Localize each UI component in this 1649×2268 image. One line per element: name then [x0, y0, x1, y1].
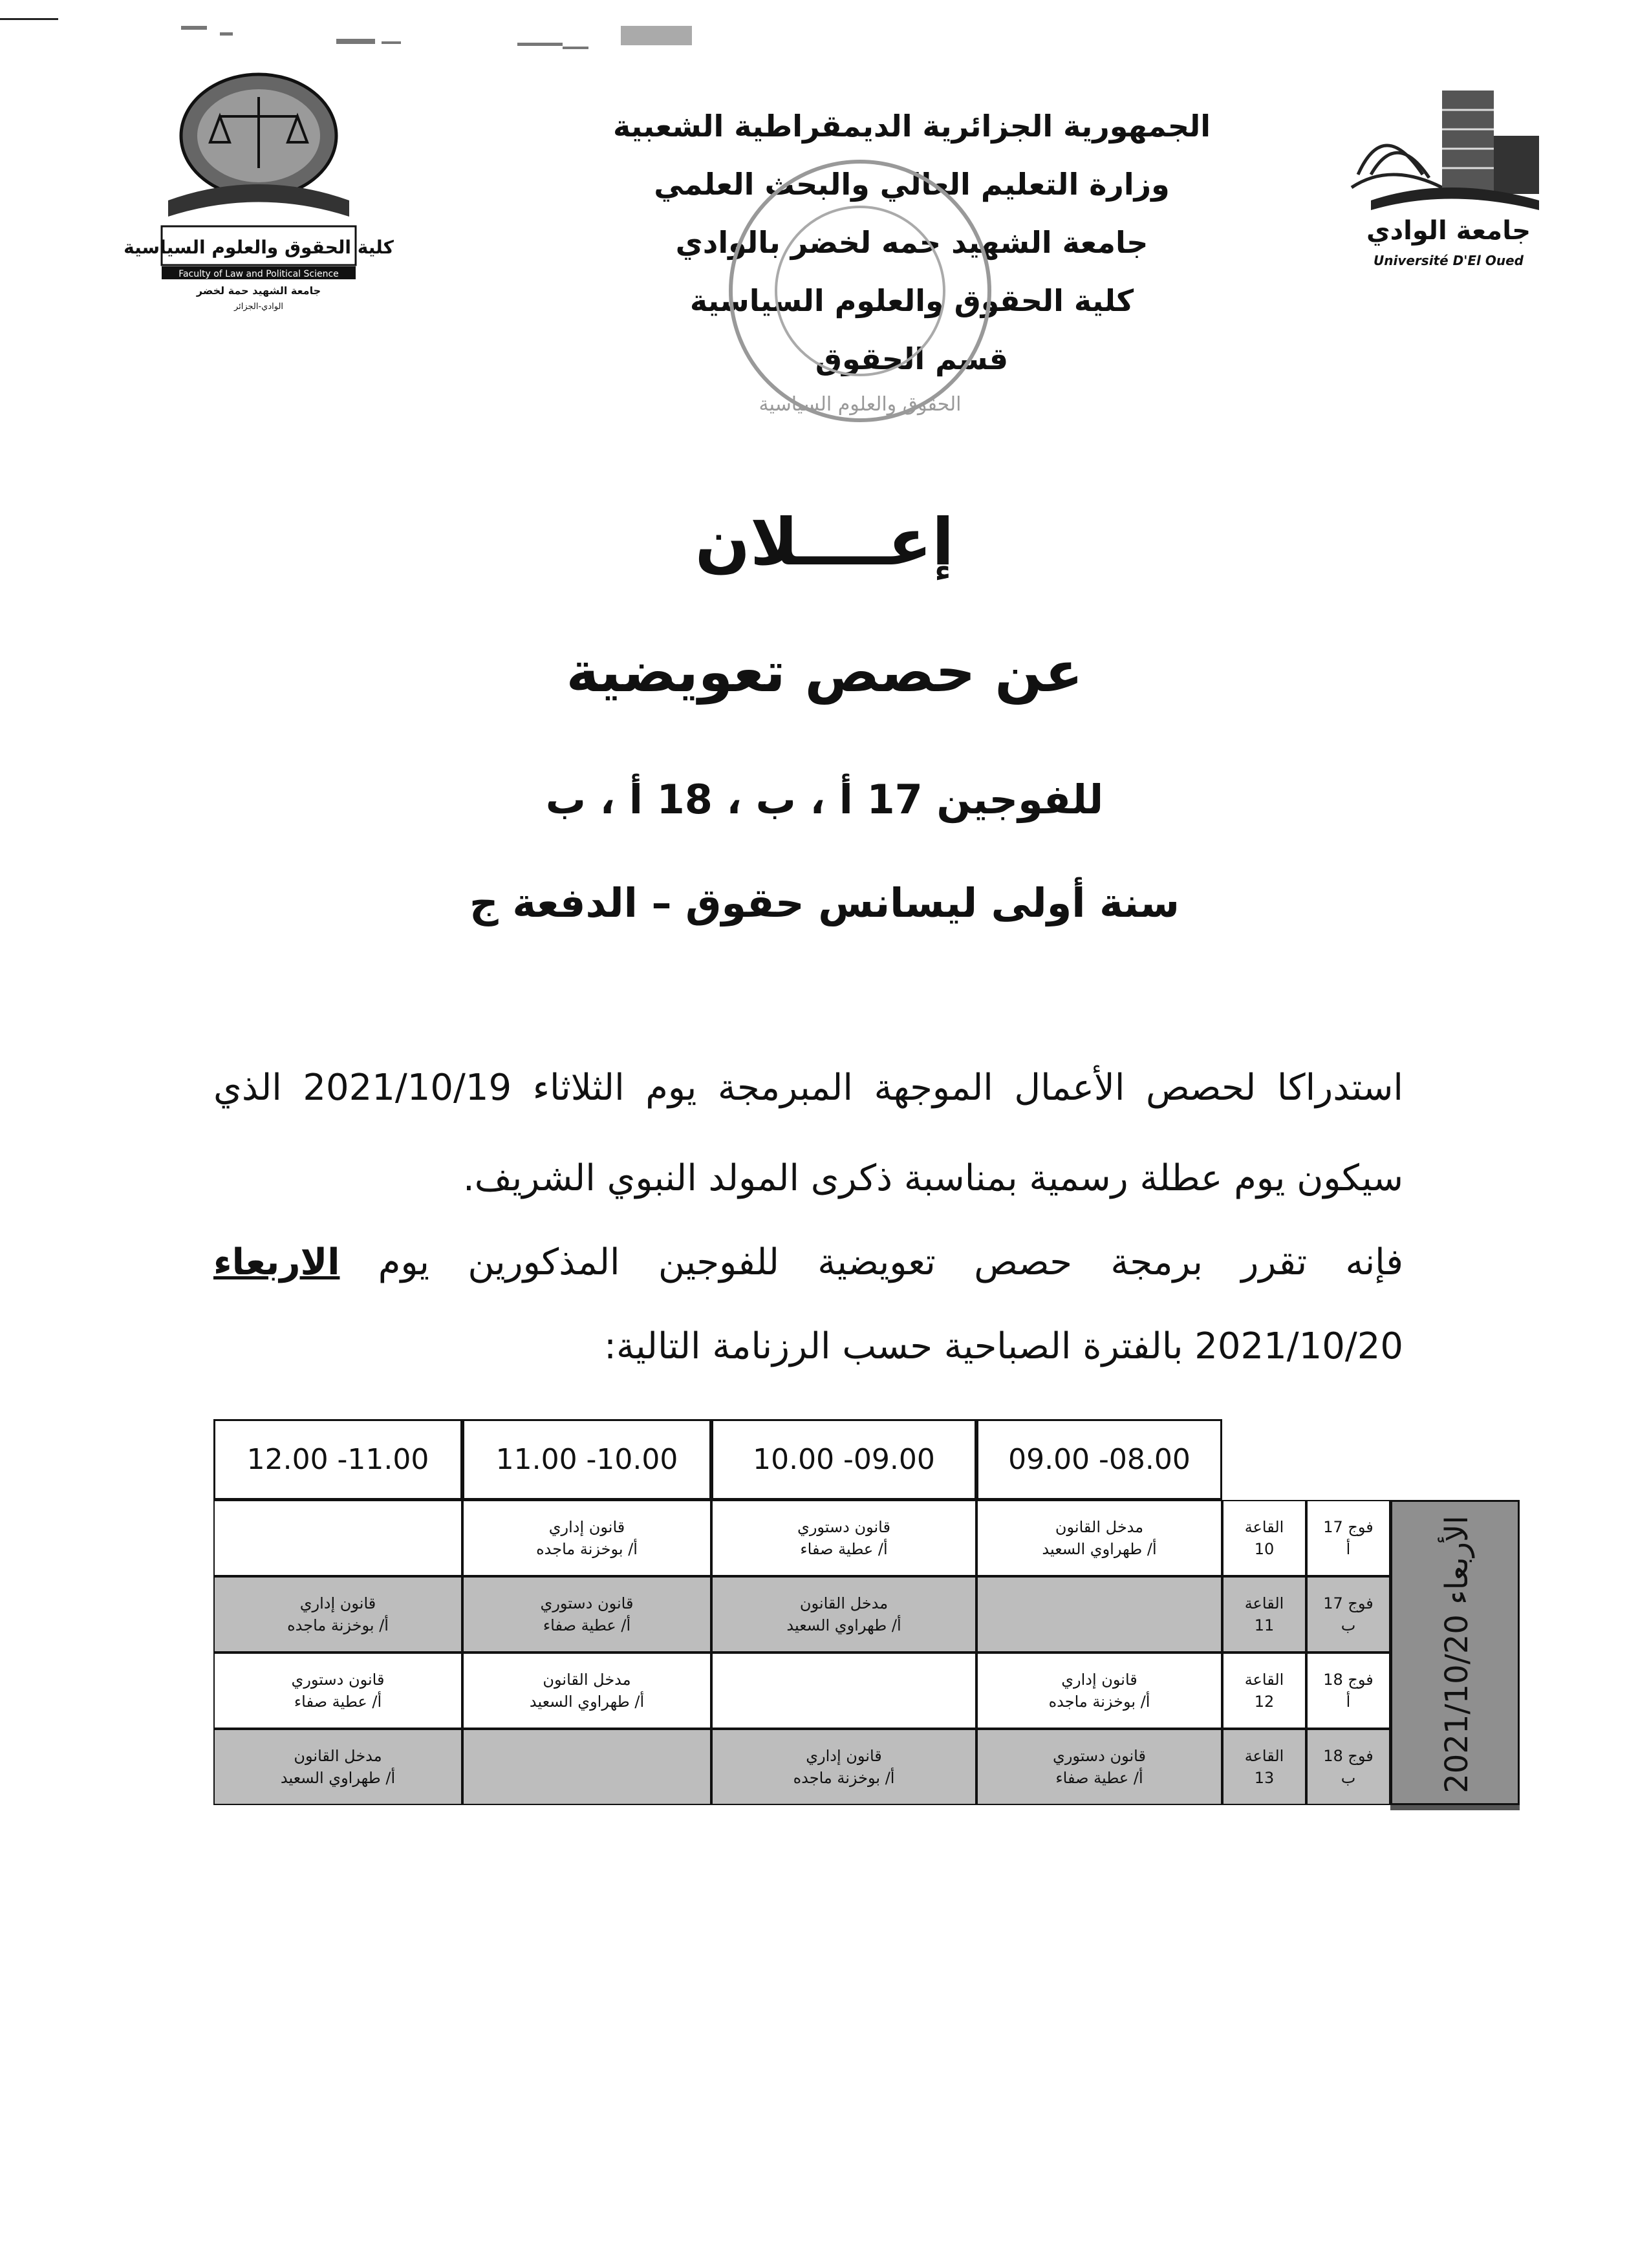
hall-label: القاعة — [1244, 1518, 1284, 1536]
body-paragraph-4: 2021/10/20 بالفترة الصباحية حسب الرزنامة التالية: — [604, 1325, 1403, 1367]
session-cell — [976, 1500, 1222, 1576]
session-cell — [976, 1729, 1222, 1805]
hall-label: القاعة — [1244, 1671, 1284, 1689]
session-cell — [711, 1500, 976, 1576]
groups-line: للفوجين 17 أ ، ب ، 18 أ ، ب — [545, 776, 1104, 823]
group-section: ب — [1341, 1769, 1356, 1787]
session-cell — [213, 1729, 462, 1805]
teacher-name: أ/ عطية صفاء — [543, 1616, 631, 1634]
session-cell — [711, 1653, 976, 1729]
group-section: ب — [1341, 1616, 1356, 1634]
faculty-logo-arabic: كلية الحقوق والعلوم السياسية — [124, 237, 394, 258]
session-cell — [711, 1576, 976, 1653]
scan-artifact-line — [0, 18, 58, 20]
hall-cell — [1222, 1576, 1306, 1653]
course-name: مدخل القانون — [799, 1594, 889, 1612]
session-cell — [976, 1653, 1222, 1729]
session-cell — [976, 1576, 1222, 1653]
course-name: مدخل القانون — [543, 1671, 631, 1689]
teacher-name: أ/ بوخزنة ماجده — [793, 1769, 895, 1787]
hall-label: القاعة — [1244, 1747, 1284, 1765]
table-row — [213, 1576, 1520, 1653]
session-cell — [462, 1576, 711, 1653]
teacher-name: أ/ بوخزنة ماجده — [536, 1540, 638, 1558]
time-slot-header: 11.00 -10.00 — [462, 1419, 711, 1500]
group-label: فوج 18 — [1323, 1671, 1374, 1689]
group-cell — [1306, 1576, 1390, 1653]
header-line-4: كلية الحقوق والعلوم السياسية — [689, 283, 1134, 318]
header-line-3: جامعة الشهيد حمه لخضر بالوادي — [675, 225, 1148, 260]
group-label: فوج 18 — [1323, 1747, 1374, 1765]
header-line-5: قسم الحقوق — [815, 341, 1009, 376]
course-name: مدخل القانون — [294, 1747, 382, 1765]
teacher-name: أ/ طهراوي السعيد — [786, 1616, 901, 1634]
course-name: قانون إداري — [1061, 1671, 1137, 1689]
hall-label: القاعة — [1244, 1594, 1284, 1612]
course-name: قانون إداري — [806, 1747, 882, 1765]
body-paragraph-2: سيكون يوم عطلة رسمية بمناسبة ذكرى المولد النبوي الشريف. — [462, 1157, 1403, 1199]
course-name: قانون دستوري — [540, 1594, 634, 1612]
group-label: فوج 17 — [1323, 1518, 1374, 1536]
faculty-logo-sub2: الوادي-الجزائر — [233, 302, 284, 312]
university-logo-french: Université D'El Oued — [1374, 253, 1524, 268]
scan-noise — [168, 13, 698, 58]
faculty-logo-english: Faculty of Law and Political Science — [178, 269, 339, 279]
course-name: قانون دستوري — [797, 1518, 890, 1536]
teacher-name: أ/ بوخزنة ماجده — [287, 1616, 389, 1634]
official-stamp — [724, 155, 996, 427]
university-logo — [1345, 78, 1552, 278]
session-cell — [213, 1653, 462, 1729]
table-row — [213, 1653, 1520, 1729]
schedule-table — [213, 1419, 1520, 1807]
session-cell — [462, 1729, 711, 1805]
faculty-logo-sub1: جامعة الشهيد حمة لخضر — [196, 284, 321, 297]
session-cell — [711, 1729, 976, 1805]
announcement-subject: عن حصص تعويضية — [566, 640, 1083, 705]
body-paragraph-3 — [213, 1241, 1403, 1283]
table-shadow — [1390, 1805, 1520, 1810]
body-paragraph-3-text: فإنه تقرر برمجة حصص تعويضية للفوجين المذكورين يوم — [378, 1241, 1403, 1283]
course-name: قانون إداري — [299, 1594, 376, 1612]
hall-cell — [1222, 1729, 1306, 1805]
day-cell — [1390, 1500, 1520, 1805]
teacher-name: أ/ طهراوي السعيد — [280, 1769, 396, 1787]
course-name: قانون إداري — [548, 1518, 625, 1536]
teacher-name: أ/ بوخزنة ماجده — [1048, 1693, 1150, 1711]
body-paragraph-1: استدراكا لحصص الأعمال الموجهة المبرمجة يوم الثلاثاء 2021/10/19 الذي — [213, 1067, 1403, 1109]
hall-number: 10 — [1254, 1540, 1275, 1558]
time-slot-header: 10.00 -09.00 — [711, 1419, 976, 1500]
hall-number: 12 — [1254, 1693, 1275, 1711]
university-logo-arabic: جامعة الوادي — [1366, 216, 1531, 246]
level-line: سنة أولى ليسانس حقوق – الدفعة ج — [469, 879, 1180, 926]
group-section: أ — [1346, 1540, 1351, 1558]
group-cell — [1306, 1729, 1390, 1805]
time-slot-header: 09.00 -08.00 — [976, 1419, 1222, 1500]
day-label: الأربعاء 2021/10/20 — [1439, 1515, 1475, 1793]
group-cell — [1306, 1653, 1390, 1729]
stamp-text: الحقوق والعلوم السياسية — [759, 393, 962, 416]
session-cell — [213, 1500, 462, 1576]
table-row — [213, 1500, 1520, 1576]
session-cell — [213, 1576, 462, 1653]
teacher-name: أ/ طهراوي السعيد — [1042, 1540, 1157, 1558]
teacher-name: أ/ عطية صفاء — [800, 1540, 888, 1558]
course-name: مدخل القانون — [1055, 1518, 1144, 1536]
group-cell — [1306, 1500, 1390, 1576]
hall-number: 11 — [1254, 1616, 1275, 1634]
header-line-2: وزارة التعليم العالي والبحث العلمي — [654, 167, 1170, 202]
faculty-logo — [124, 71, 394, 317]
highlighted-day: الاربعاء — [213, 1241, 340, 1283]
time-slot-header: 12.00 -11.00 — [213, 1419, 462, 1500]
group-section: أ — [1346, 1693, 1351, 1711]
hall-cell — [1222, 1653, 1306, 1729]
announcement-title: إعــــلان — [695, 504, 954, 580]
course-name: قانون دستوري — [291, 1671, 385, 1689]
group-label: فوج 17 — [1323, 1594, 1374, 1612]
table-row — [213, 1729, 1520, 1805]
header-line-1: الجمهورية الجزائرية الديمقراطية الشعبية — [612, 109, 1211, 144]
course-name: قانون دستوري — [1053, 1747, 1146, 1765]
hall-cell — [1222, 1500, 1306, 1576]
teacher-name: أ/ عطية صفاء — [294, 1693, 382, 1711]
session-cell — [462, 1500, 711, 1576]
hall-number: 13 — [1254, 1769, 1275, 1787]
teacher-name: أ/ عطية صفاء — [1055, 1769, 1143, 1787]
teacher-name: أ/ طهراوي السعيد — [529, 1693, 645, 1711]
session-cell — [462, 1653, 711, 1729]
